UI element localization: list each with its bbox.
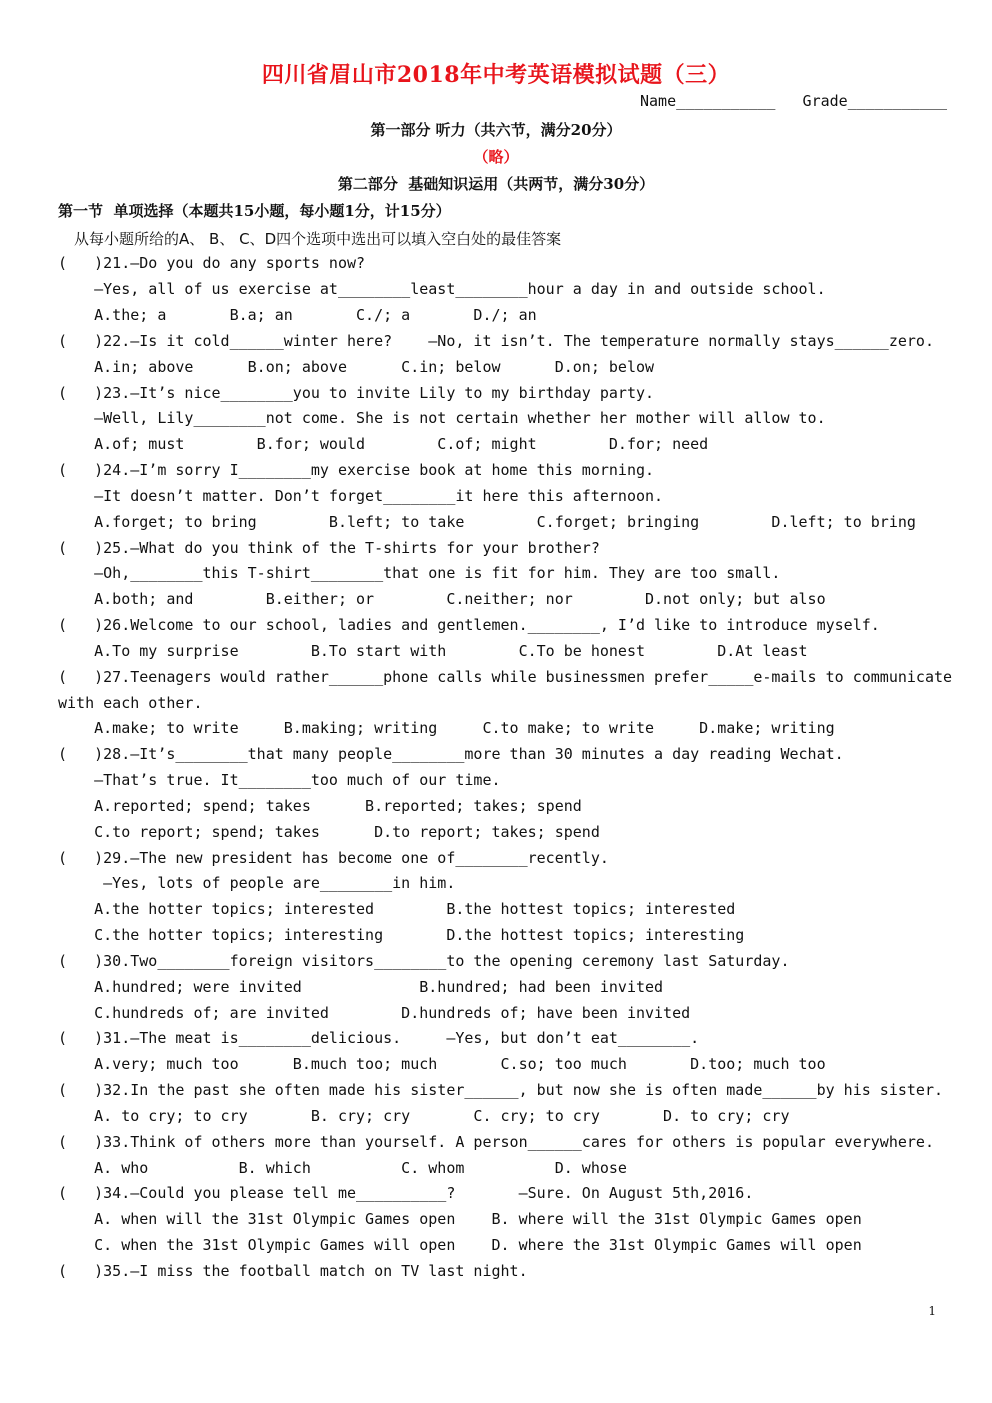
question-line: ( )21.—Do you do any sports now?	[58, 254, 366, 272]
question-line: A.of; must B.for; would C.of; might D.for; need	[58, 435, 709, 453]
question-line: —Yes, lots of people are________in him.	[58, 874, 456, 892]
page-number: 1	[928, 1304, 936, 1318]
question-line: A.very; much too B.much too; much C.so; too much D.too; much too	[58, 1055, 826, 1073]
question-line: A.forget; to bring B.left; to take C.forget; bringing D.left; to bring	[58, 513, 916, 531]
question-line: ( )35.—I miss the football match on TV last night.	[58, 1262, 528, 1280]
question-line: ( )22.—Is it cold______winter here? —No, it isn’t. The temperature normally stays______zero.	[58, 332, 934, 350]
question-line: C.the hotter topics; interesting D.the hottest topics; interesting	[58, 926, 745, 944]
section1-heading: 第一节 单项选择（本题共15小题，每小题1分，计15分）	[58, 202, 451, 220]
question-line: —Yes, all of us exercise at________least________hour a day in and outside school.	[58, 280, 826, 298]
question-line: ( )32.In the past she often made his sister______, but now she is often made______by his sister.	[58, 1081, 944, 1099]
question-line: ( )25.—What do you think of the T-shirts for your brother?	[58, 539, 600, 557]
question-line: A.the; a B.a; an C./; a D./; an	[58, 306, 537, 324]
question-line: A. who B. which C. whom D. whose	[58, 1159, 627, 1177]
question-line: with each other.	[58, 694, 203, 712]
question-line: ( )28.—It’s________that many people________more than 30 minutes a day reading Wechat.	[58, 745, 844, 763]
question-line: C.to report; spend; takes D.to report; takes; spend	[58, 823, 600, 841]
question-line: —That’s true. It________too much of our time.	[58, 771, 501, 789]
question-line: ( )30.Two________foreign visitors________to the opening ceremony last Saturday.	[58, 952, 790, 970]
question-line: A.in; above B.on; above C.in; below D.on; below	[58, 358, 655, 376]
question-line: ( )34.—Could you please tell me__________? —Sure. On August 5th,2016.	[58, 1184, 754, 1202]
question-line: ( )27.Teenagers would rather______phone calls while businessmen prefer_____e-mails to communicate	[58, 668, 953, 686]
question-line: A. to cry; to cry B. cry; cry C. cry; to cry D. to cry; cry	[58, 1107, 790, 1125]
part1-heading: 第一部分 听力（共六节，满分20分）	[370, 121, 622, 139]
question-line: ( )23.—It’s nice________you to invite Lily to my birthday party.	[58, 384, 655, 402]
question-line: —Well, Lily________not come. She is not certain whether her mother will allow to.	[58, 409, 826, 427]
question-line: A.the hotter topics; interested B.the hottest topics; interested	[58, 900, 736, 918]
question-line: A.both; and B.either; or C.neither; nor D.not only; but also	[58, 590, 826, 608]
question-line: ( )31.—The meat is________delicious. —Yes, but don’t eat________.	[58, 1029, 700, 1047]
question-line: A.make; to write B.making; writing C.to make; to write D.make; writing	[58, 719, 835, 737]
question-line: ( )29.—The new president has become one of________recently.	[58, 849, 609, 867]
question-line: ( )24.—I’m sorry I________my exercise book at home this morning.	[58, 461, 655, 479]
question-line: A.To my surprise B.To start with C.To be honest D.At least	[58, 642, 808, 660]
part2-heading: 第二部分 基础知识运用（共两节，满分30分）	[337, 175, 655, 193]
question-line: ( )33.Think of others more than yourself. A person______cares for others is popular everywhere.	[58, 1133, 934, 1151]
question-line: A.reported; spend; takes B.reported; takes; spend	[58, 797, 582, 815]
question-line: C.hundreds of; are invited D.hundreds of; have been invited	[58, 1004, 691, 1022]
question-line: —It doesn’t matter. Don’t forget________it here this afternoon.	[58, 487, 664, 505]
question-line: ( )26.Welcome to our school, ladies and gentlemen.________, I’d like to introduce myself.	[58, 616, 880, 634]
section1-instruction: 从每小题所给的A、 B、 C、D四个选项中选出可以填入空白处的最佳答案	[74, 230, 562, 248]
document-title: 四川省眉山市2018年中考英语模拟试题（三）	[261, 62, 731, 88]
question-line: C. when the 31st Olympic Games will open D. where the 31st Olympic Games will open	[58, 1236, 862, 1254]
name-grade-fields: Name___________ Grade___________	[640, 92, 948, 110]
question-line: A.hundred; were invited B.hundred; had been invited	[58, 978, 664, 996]
part1-omitted-note: （略）	[473, 148, 519, 166]
question-line: A. when will the 31st Olympic Games open B. where will the 31st Olympic Games open	[58, 1210, 862, 1228]
question-line: —Oh,________this T-shirt________that one is fit for him. They are too small.	[58, 564, 781, 582]
